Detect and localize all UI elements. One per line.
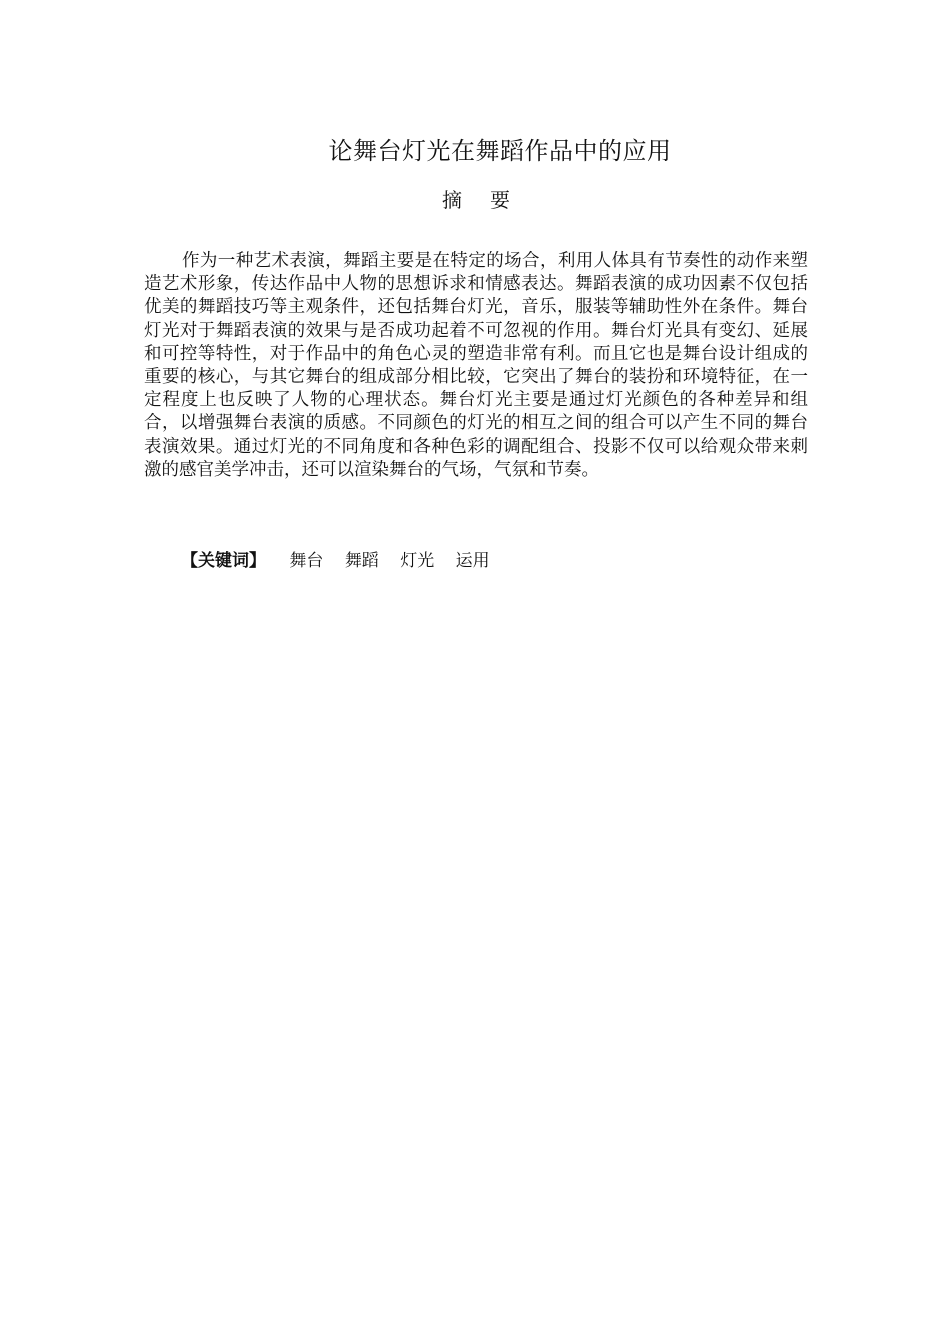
- abstract-body: 作为一种艺术表演，舞蹈主要是在特定的场合，利用人体具有节奏性的动作来塑造艺术形象，传达作品中人物的思想诉求和情感表达。舞蹈表演的成功因素不仅包括优美的舞蹈技巧等主观条件，还包括舞台灯光，音乐，服装等辅助性外在条件。舞台灯光对于舞蹈表演的效果与是否成功起着不可忽视的作用。舞台灯光具有变幻、延展和可控等特性，对于作品中的角色心灵的塑造非常有利。而且它也是舞台设计组成的重要的核心，与其它舞台的组成部分相比较，它突出了舞台的装扮和环境特征，在一定程度上也反映了人物的心理状态。舞台灯光主要是通过灯光颜色的各种差异和组合，以增强舞台表演的质感。不同颜色的灯光的相互之间的组合可以产生不同的舞台表演效果。通过灯光的不同角度和各种色彩的调配组合、投影不仅可以给观众带来刺激的感官美学冲击，还可以渲染舞台的气场，气氛和节奏。: [144, 251, 808, 480]
- keyword: 舞台: [289, 551, 324, 571]
- keywords-line: [181, 548, 506, 574]
- keyword: 运用: [455, 551, 490, 571]
- keyword: 舞蹈: [344, 551, 379, 571]
- keyword: 灯光: [400, 551, 435, 571]
- paper-title: 论舞台灯光在舞蹈作品中的应用: [328, 137, 672, 165]
- keywords-label: 【关键词】: [181, 551, 266, 571]
- abstract-heading: 摘要: [442, 188, 538, 212]
